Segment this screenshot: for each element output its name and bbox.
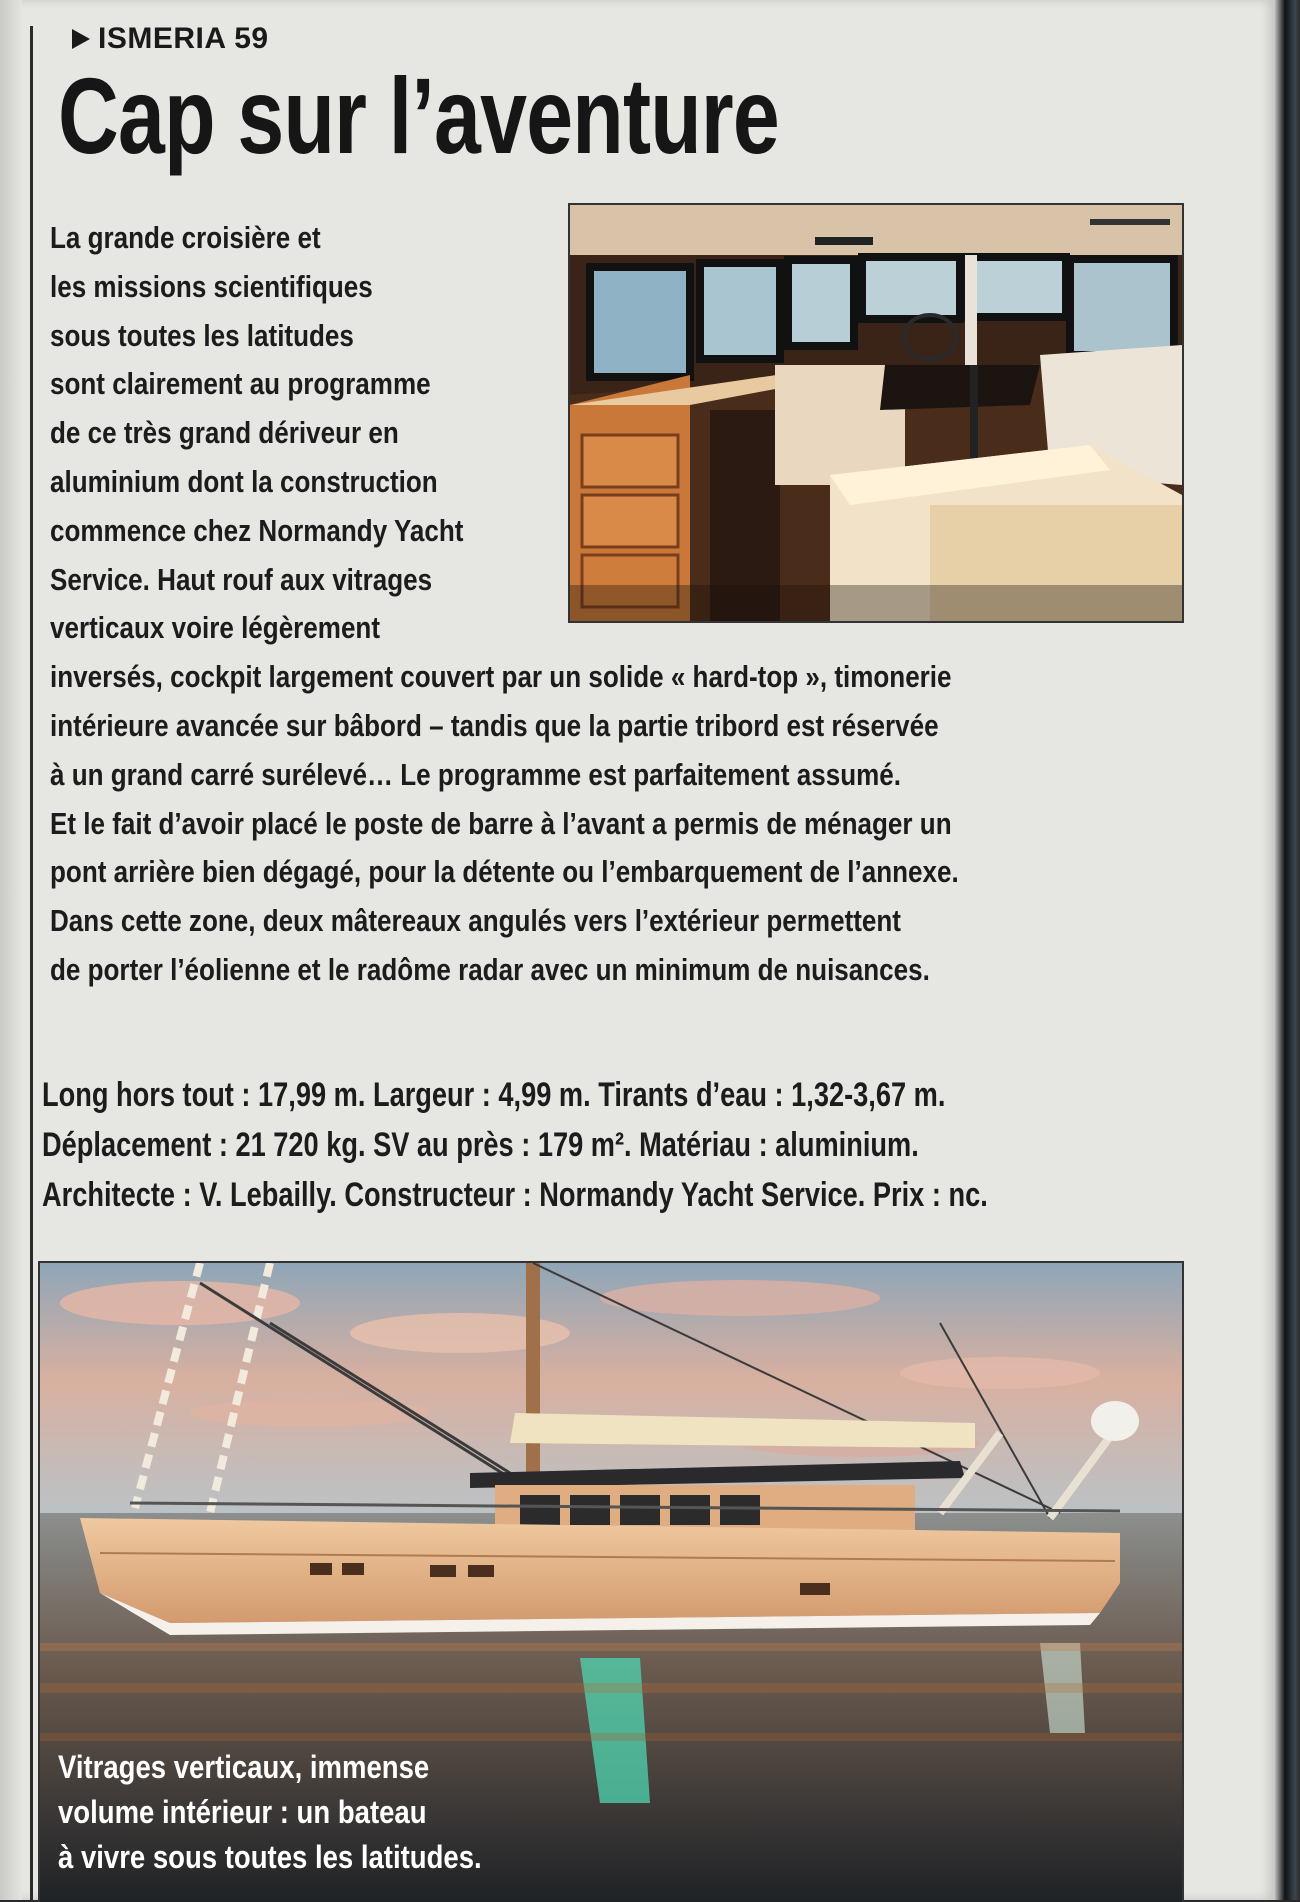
- page-gutter: [0, 0, 22, 1900]
- caption-line: volume intérieur : un bateau: [58, 1794, 427, 1830]
- body-line: Service. Haut rouf aux vitrages: [50, 561, 433, 597]
- body-line: de ce très grand dériveur en: [50, 415, 399, 451]
- left-column-rule: [30, 26, 33, 1900]
- body-line: aluminium dont la construction: [50, 463, 438, 499]
- body-line: à un grand carré surélevé… Le programme est parfaitement assumé.: [50, 756, 901, 792]
- body-line: de porter l’éolienne et le radôme radar avec un minimum de nuisances.: [50, 951, 930, 987]
- body-line: sont clairement au programme: [50, 366, 431, 402]
- caption-line: Vitrages verticaux, immense: [58, 1749, 430, 1785]
- caption-line: à vivre sous toutes les latitudes.: [58, 1839, 482, 1875]
- body-line: Et le fait d’avoir placé le poste de barre à l’avant a permis de ménager un: [50, 805, 952, 841]
- spec-block: [42, 1070, 1162, 1220]
- body-line: sous toutes les latitudes: [50, 317, 354, 353]
- headline: Cap sur l’aventure: [58, 55, 779, 176]
- spec-line: Déplacement : 21 720 kg. SV au près : 179 m². Matériau : aluminium.: [42, 1126, 919, 1164]
- body-line: verticaux voire légèrement: [50, 610, 381, 646]
- spec-line: Architecte : V. Lebailly. Constructeur : Normandy Yacht Service. Prix : nc.: [42, 1176, 988, 1214]
- photo-caption: [58, 1745, 658, 1880]
- article-body: [50, 214, 1140, 995]
- body-line: les missions scientifiques: [50, 268, 373, 304]
- body-line: inversés, cockpit largement couvert par un solide « hard-top », timonerie: [50, 659, 952, 695]
- body-line: commence chez Normandy Yacht: [50, 512, 464, 548]
- kicker: [72, 22, 269, 56]
- spec-line: Long hors tout : 17,99 m. Largeur : 4,99 m. Tirants d’eau : 1,32-3,67 m.: [42, 1076, 946, 1114]
- body-line: intérieure avancée sur bâbord – tandis que la partie tribord est réservée: [50, 707, 939, 743]
- body-line: pont arrière bien dégagé, pour la détente ou l’embarquement de l’annexe.: [50, 854, 959, 890]
- triangle-arrow-icon: [72, 29, 90, 49]
- adjacent-page-edge: [1275, 0, 1300, 1900]
- kicker-text: ISMERIA 59: [98, 22, 269, 55]
- body-line: Dans cette zone, deux mâtereaux angulés vers l’extérieur permettent: [50, 903, 901, 939]
- body-line: La grande croisière et: [50, 220, 321, 255]
